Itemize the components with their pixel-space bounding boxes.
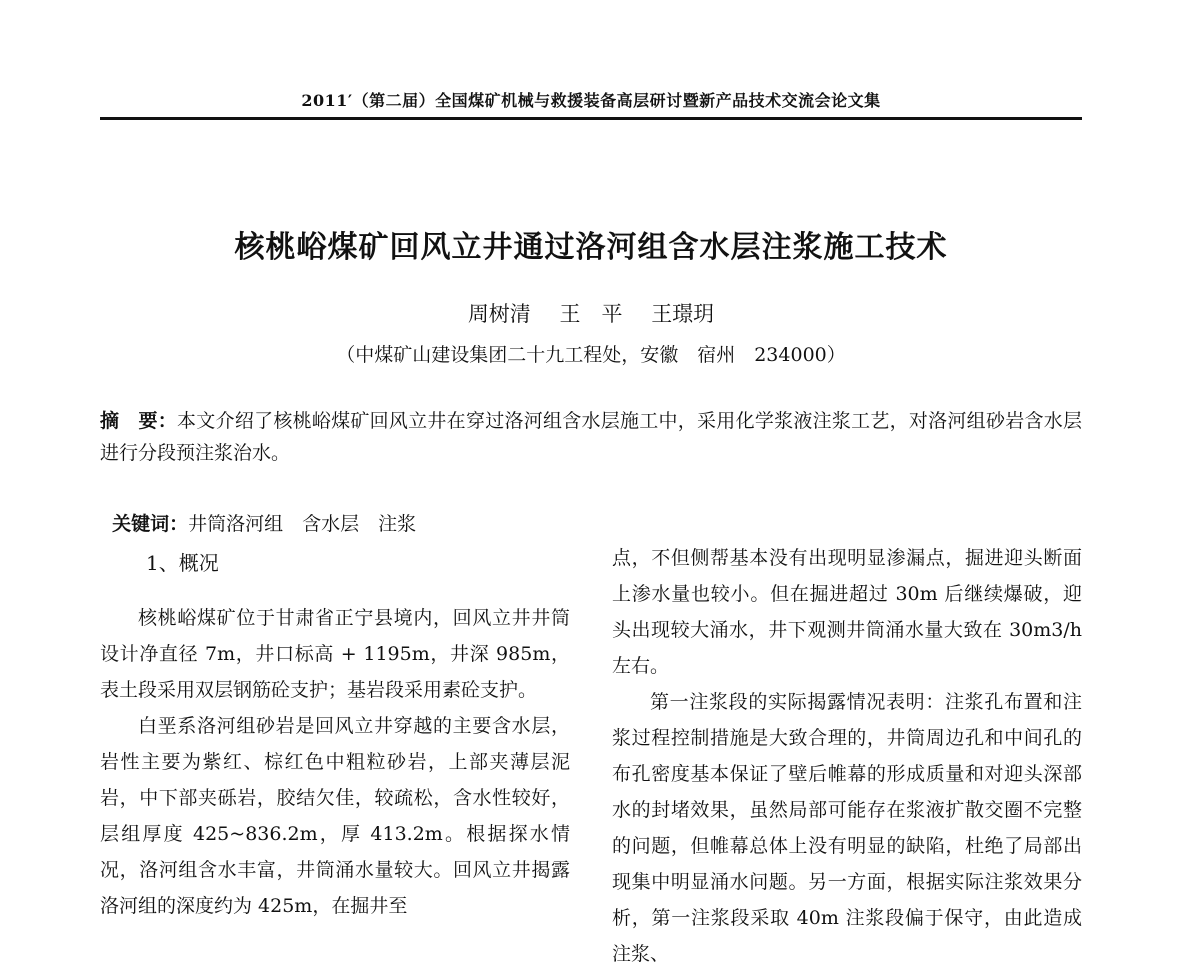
body-paragraph: 第一注浆段的实际揭露情况表明：注浆孔布置和注浆过程控制措施是大致合理的，井筒周边孔和中间孔的布孔密度基本保证了壁后帷幕的形成质量和对迎头深部水的封堵效果，虽然局部可能存在浆液扩散交圈不完整的问题，但帷幕总体上没有明显的缺陷，杜绝了局部出现集中明显涌水问题。另一方面，根据实际注浆效果分析，第一注浆段采取 40m 注浆段偏于保守，由此造成注浆、 — [612, 691, 1082, 965]
body-paragraph: 核桃峪煤矿位于甘肃省正宁县境内，回风立井井筒设计净直径 7m，井口标高 + 1195m，井深 985m，表土段采用双层钢筋砼支护；基岩段采用素砼支护。 — [100, 607, 570, 701]
abstract-label: 摘 要： — [100, 410, 178, 432]
author-list — [100, 298, 1082, 328]
keywords — [100, 476, 1082, 540]
abstract-text: 本文介绍了核桃峪煤矿回风立井在穿过洛河组含水层施工中，采用化学浆液注浆工艺，对洛河组砂岩含水层进行分段预注浆治水。 — [100, 410, 1082, 464]
author-name: 周树清 — [467, 302, 531, 326]
body-paragraph: 点，不但侧帮基本没有出现明显渗漏点，掘进迎头断面上渗水量也较小。但在掘进超过 30m 后继续爆破，迎头出现较大涌水，井下观测井筒涌水量大致在 30m3/h 左右。 — [612, 547, 1082, 677]
section-heading: 1、概况 — [146, 551, 219, 575]
left-column — [100, 540, 570, 924]
affiliation: （中煤矿山建设集团二十九工程处，安徽 宿州 234000） — [336, 344, 846, 366]
keywords-text: 井筒洛河组 含水层 注浆 — [188, 513, 417, 535]
abstract — [100, 405, 1082, 469]
running-header: 2011′（第二届）全国煤矿机械与救援装备高层研讨暨新产品技术交流会论文集 — [301, 91, 881, 110]
body-paragraph: 白垩系洛河组砂岩是回风立井穿越的主要含水层，岩性主要为紫红、棕红色中粗粒砂岩，上部夹薄层泥岩，中下部夹砾岩，胶结欠佳，较疏松，含水性较好，层组厚度 425~836.2m，厚 413.2m。根据探水情况，洛河组含水丰富，井筒涌水量较大。回风立井揭露洛河组的深度约为 425m，在掘井至 — [100, 715, 570, 917]
header-rule — [100, 117, 1082, 120]
author-name: 王 平 — [559, 302, 623, 326]
right-column — [612, 540, 1082, 972]
paper-title: 核桃峪煤矿回风立井通过洛河组含水层注浆施工技术 — [234, 230, 948, 265]
author-name: 王璟玥 — [651, 302, 715, 326]
keywords-label: 关键词： — [112, 513, 189, 535]
